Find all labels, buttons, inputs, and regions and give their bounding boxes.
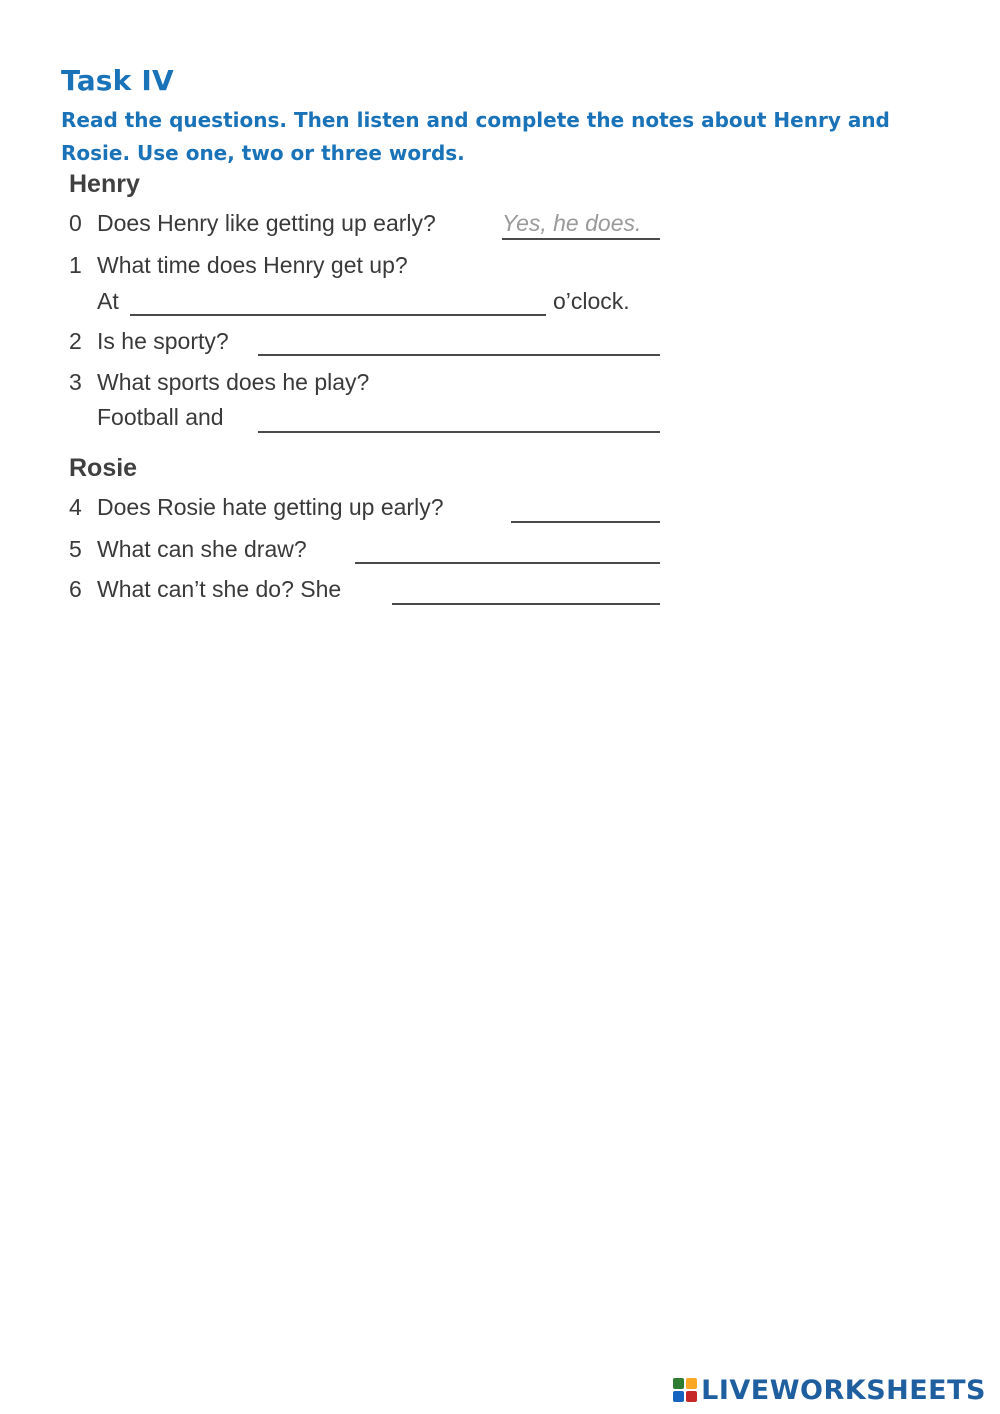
question-text: Is he sporty? [97, 328, 229, 354]
section-title-rosie: Rosie [69, 454, 138, 482]
answer-suffix: o’clock. [553, 288, 630, 314]
logo-square [686, 1378, 697, 1389]
question-number: 3 [69, 369, 82, 395]
answer-blank-6[interactable] [392, 603, 660, 605]
answer-prefix: Football and [97, 404, 224, 430]
question-number: 1 [69, 252, 82, 278]
answer-blank-1[interactable] [130, 314, 546, 316]
question-text: What sports does he play? [97, 369, 370, 395]
liveworksheets-logo-icon [673, 1378, 697, 1402]
example-answer: Yes, he does. [502, 210, 642, 236]
question-number: 2 [69, 328, 82, 354]
answer-blank-5[interactable] [355, 562, 660, 564]
question-number: 6 [69, 576, 82, 602]
logo-square [673, 1391, 684, 1402]
question-number: 4 [69, 494, 82, 520]
liveworksheets-brand [673, 1374, 986, 1406]
question-text: What time does Henry get up? [97, 252, 408, 278]
logo-square [673, 1378, 684, 1389]
question-number: 0 [69, 210, 82, 236]
task-title: Task IV [61, 64, 174, 97]
question-text: What can she draw? [97, 536, 307, 562]
question-text: Does Rosie hate getting up early? [97, 494, 444, 520]
question-number: 5 [69, 536, 82, 562]
answer-blank-2[interactable] [258, 354, 660, 356]
brand-name: LIVEWORKSHEETS [701, 1374, 986, 1406]
answer-blank-4[interactable] [511, 521, 660, 523]
section-title-henry: Henry [69, 170, 140, 198]
question-text: What can’t she do? She [97, 576, 342, 602]
example-answer-underline [502, 238, 660, 240]
question-3 [69, 369, 669, 401]
logo-square [686, 1391, 697, 1402]
question-text: Does Henry like getting up early? [97, 210, 436, 236]
question-1 [69, 252, 669, 284]
answer-prefix: At [97, 288, 119, 314]
answer-blank-3[interactable] [258, 431, 660, 433]
task-instructions: Read the questions. Then listen and complete the notes about Henry and Rosie. Use one, two or three words. [61, 108, 890, 165]
